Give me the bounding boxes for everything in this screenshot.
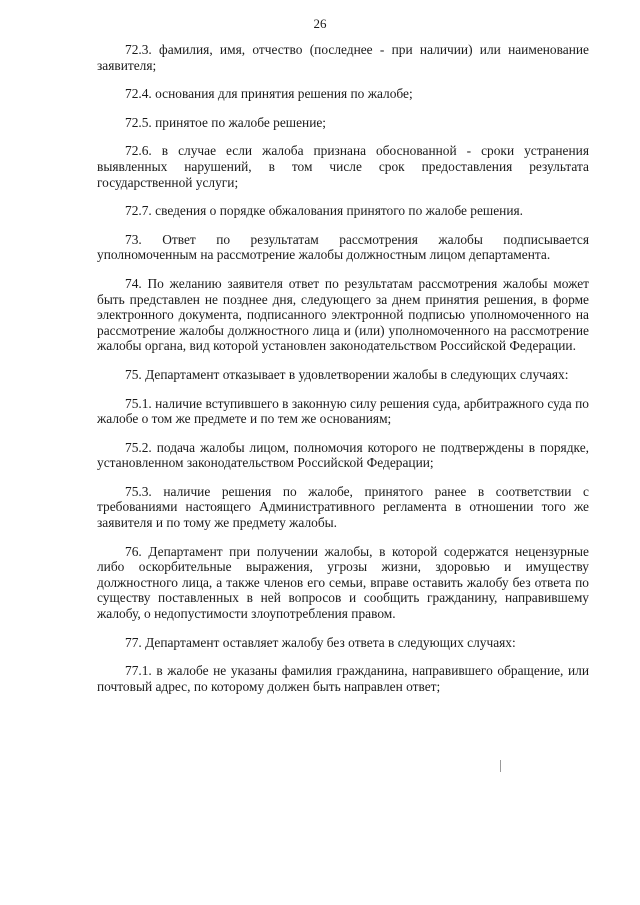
paragraph-74: 74. По желанию заявителя ответ по результатам рассмотрения жалобы может быть представлен не позднее дня, следующего за днем принятия решения, в форме электронного документа, подписанного электронной подписью уполномоченного на рассмотрение жалобы должностного лица и (или) уполномоченного на рассмотрение жалобы органа, вид которой установлен законодательством Российской Федерации.: [97, 275, 589, 354]
paragraph-75: 75. Департамент отказывает в удовлетворении жалобы в следующих случаях:: [125, 366, 569, 382]
paragraph-75-1: 75.1. наличие вступившего в законную силу решения суда, арбитражного суда по жалобе о том же предмете и по тем же основаниям;: [97, 395, 589, 427]
paragraph-72-4: 72.4. основания для принятия решения по жалобе;: [125, 86, 413, 102]
paragraph-76: 76. Департамент при получении жалобы, в которой содержатся нецензурные либо оскорбительные выражения, угрозы жизни, здоровью и имуществу должностного лица, а также членов его семьи, вправе оставить жалобу без ответа по существу поставленных в ней вопросов и сообщить гражданину, направившему жалобу, о недопустимости злоупотребления правом.: [97, 543, 589, 622]
paragraph-72-5: 72.5. принятое по жалобе решение;: [125, 114, 327, 130]
document-body: [97, 42, 589, 707]
paragraph-77: 77. Департамент оставляет жалобу без ответа в следующих случаях:: [125, 634, 516, 650]
paragraph-72-3: 72.3. фамилия, имя, отчество (последнее - при наличии) или наименование заявителя;: [97, 42, 589, 73]
page-number: 26: [313, 16, 327, 31]
paragraph-77-1: 77.1. в жалобе не указаны фамилия гражданина, направившего обращение, или почтовый адрес, по которому должен быть направлен ответ;: [97, 663, 589, 694]
paragraph-75-2: 75.2. подача жалобы лицом, полномочия которого не подтверждены в порядке, установленном законодательством Российской Федерации;: [97, 439, 589, 471]
scan-artifact-mark: [500, 760, 501, 772]
paragraph-73: 73. Ответ по результатам рассмотрения жалобы подписывается уполномоченным на рассмотрение жалобы должностным лицом департамента.: [97, 231, 589, 263]
paragraph-75-3: 75.3. наличие решения по жалобе, принятого ранее в соответствии с требованиями настоящего Административного регламента в отношении того же заявителя и по тому же предмету жалобы.: [97, 483, 589, 531]
paragraph-72-6: 72.6. в случае если жалоба признана обоснованной - сроки устранения выявленных нарушений, в том числе срок предоставления результата государственной услуги;: [97, 143, 589, 190]
paragraph-72-7: 72.7. сведения о порядке обжалования принятого по жалобе решения.: [125, 203, 523, 219]
